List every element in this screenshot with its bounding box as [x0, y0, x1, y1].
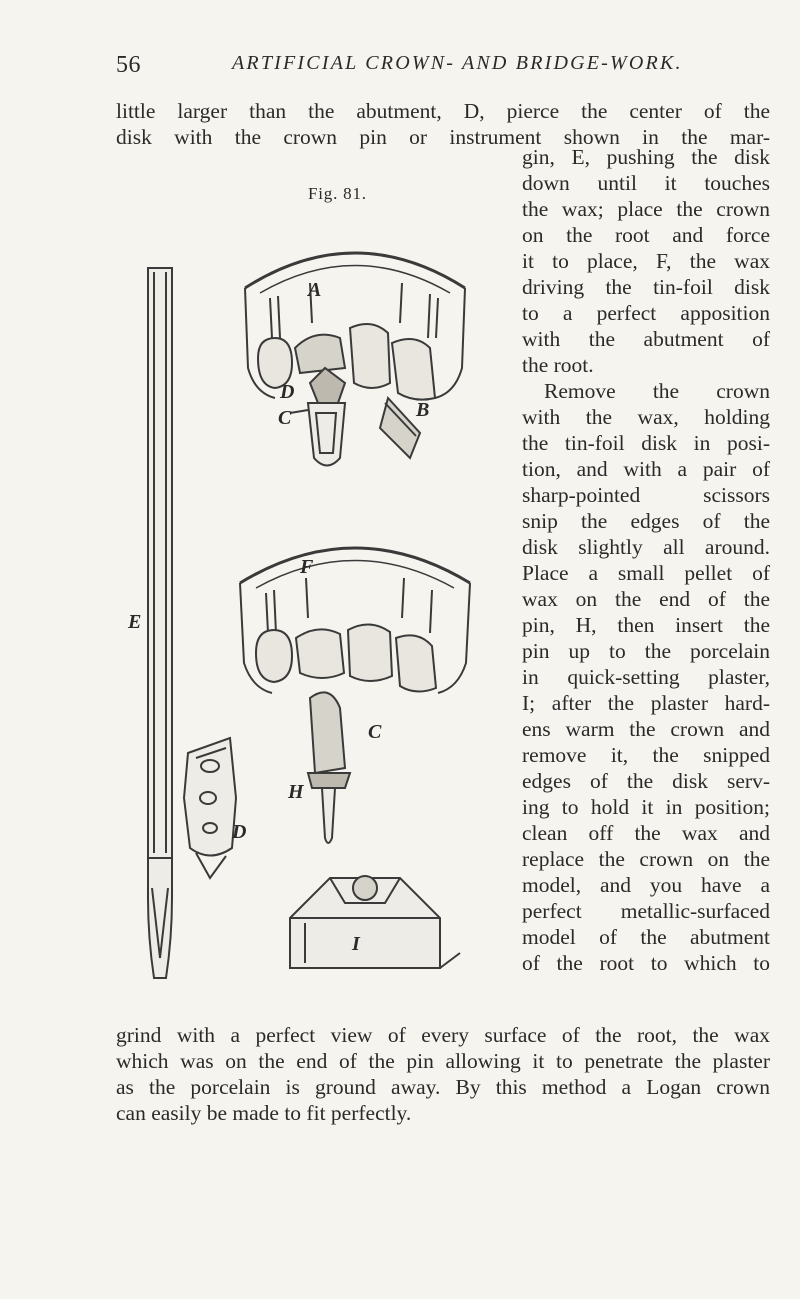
text-line: with the abutment of — [522, 327, 770, 351]
text-line: in quick-setting plaster, — [522, 665, 770, 689]
label-c-mid: C — [368, 721, 382, 743]
text-line: sharp-pointed scissors — [522, 483, 770, 507]
text-line: model of the abutment — [522, 925, 770, 949]
text-line: little larger than the abutment, D, pierce the center of the — [116, 99, 770, 123]
label-d-top: D — [280, 381, 295, 403]
text-line: replace the crown on the — [522, 847, 770, 871]
text-line: the wax; place the crown — [522, 197, 770, 221]
label-h: H — [288, 781, 304, 803]
label-f: F — [300, 556, 314, 578]
text-line: of the root to which to — [522, 951, 770, 975]
text-line: the root. — [522, 353, 594, 377]
label-a: A — [308, 279, 322, 301]
text-line: snip the edges of the — [522, 509, 770, 533]
text-line: to a perfect apposition — [522, 301, 770, 325]
text-line: grind with a perfect view of every surface of the root, the wax — [116, 1023, 770, 1047]
text-line: gin, E, pushing the disk — [522, 145, 770, 169]
running-head: ARTIFICIAL CROWN- AND BRIDGE-WORK. — [232, 52, 683, 74]
dental-model-middle — [240, 548, 470, 693]
text-line: the tin-foil disk in posi- — [522, 431, 770, 455]
text-line: I; after the plaster hard- — [522, 691, 770, 715]
text-line: Remove the crown — [544, 379, 770, 403]
label-i: I — [352, 933, 360, 955]
label-c-top: C — [278, 407, 292, 429]
text-line: remove it, the snipped — [522, 743, 770, 767]
text-line: which was on the end of the pin allowing it to penetrate the plaster — [116, 1049, 770, 1073]
text-line: down until it touches — [522, 171, 770, 195]
text-line: can easily be made to fit perfectly. — [116, 1101, 412, 1125]
instrument-e — [148, 268, 172, 978]
text-line: as the porcelain is ground away. By this method a Logan crown — [116, 1075, 770, 1099]
text-line: on the root and force — [522, 223, 770, 247]
text-line: perfect metallic-surfaced — [522, 899, 770, 923]
text-line: disk slightly all around. — [522, 535, 770, 559]
text-line: clean off the wax and — [522, 821, 770, 845]
plaster-block — [290, 876, 460, 968]
text-line: disk with the crown pin or instrument shown in the mar- — [116, 125, 770, 149]
abutment-model — [184, 738, 236, 878]
text-line: Place a small pellet of — [522, 561, 770, 585]
page-number: 56 — [116, 52, 141, 78]
text-line: model, and you have a — [522, 873, 770, 897]
text-line: it to place, F, the wax — [522, 249, 770, 273]
crown-with-pin — [308, 692, 350, 843]
text-line: pin, H, then insert the — [522, 613, 770, 637]
label-d-bottom: D — [232, 821, 247, 843]
text-line: tion, and with a pair of — [522, 457, 770, 481]
figure-caption: Fig. 81. — [308, 184, 367, 203]
label-e: E — [128, 611, 142, 633]
text-line: ens warm the crown and — [522, 717, 770, 741]
crown-on-root — [290, 398, 420, 466]
text-line: ing to hold it in position; — [522, 795, 770, 819]
text-line: edges of the disk serv- — [522, 769, 770, 793]
label-b: B — [416, 399, 430, 421]
dental-model-top — [245, 253, 465, 403]
figure-81-illustration — [128, 198, 520, 1018]
text-line: pin up to the porcelain — [522, 639, 770, 663]
text-line: with the wax, holding — [522, 405, 770, 429]
text-line: wax on the end of the — [522, 587, 770, 611]
text-line: driving the tin-foil disk — [522, 275, 770, 299]
